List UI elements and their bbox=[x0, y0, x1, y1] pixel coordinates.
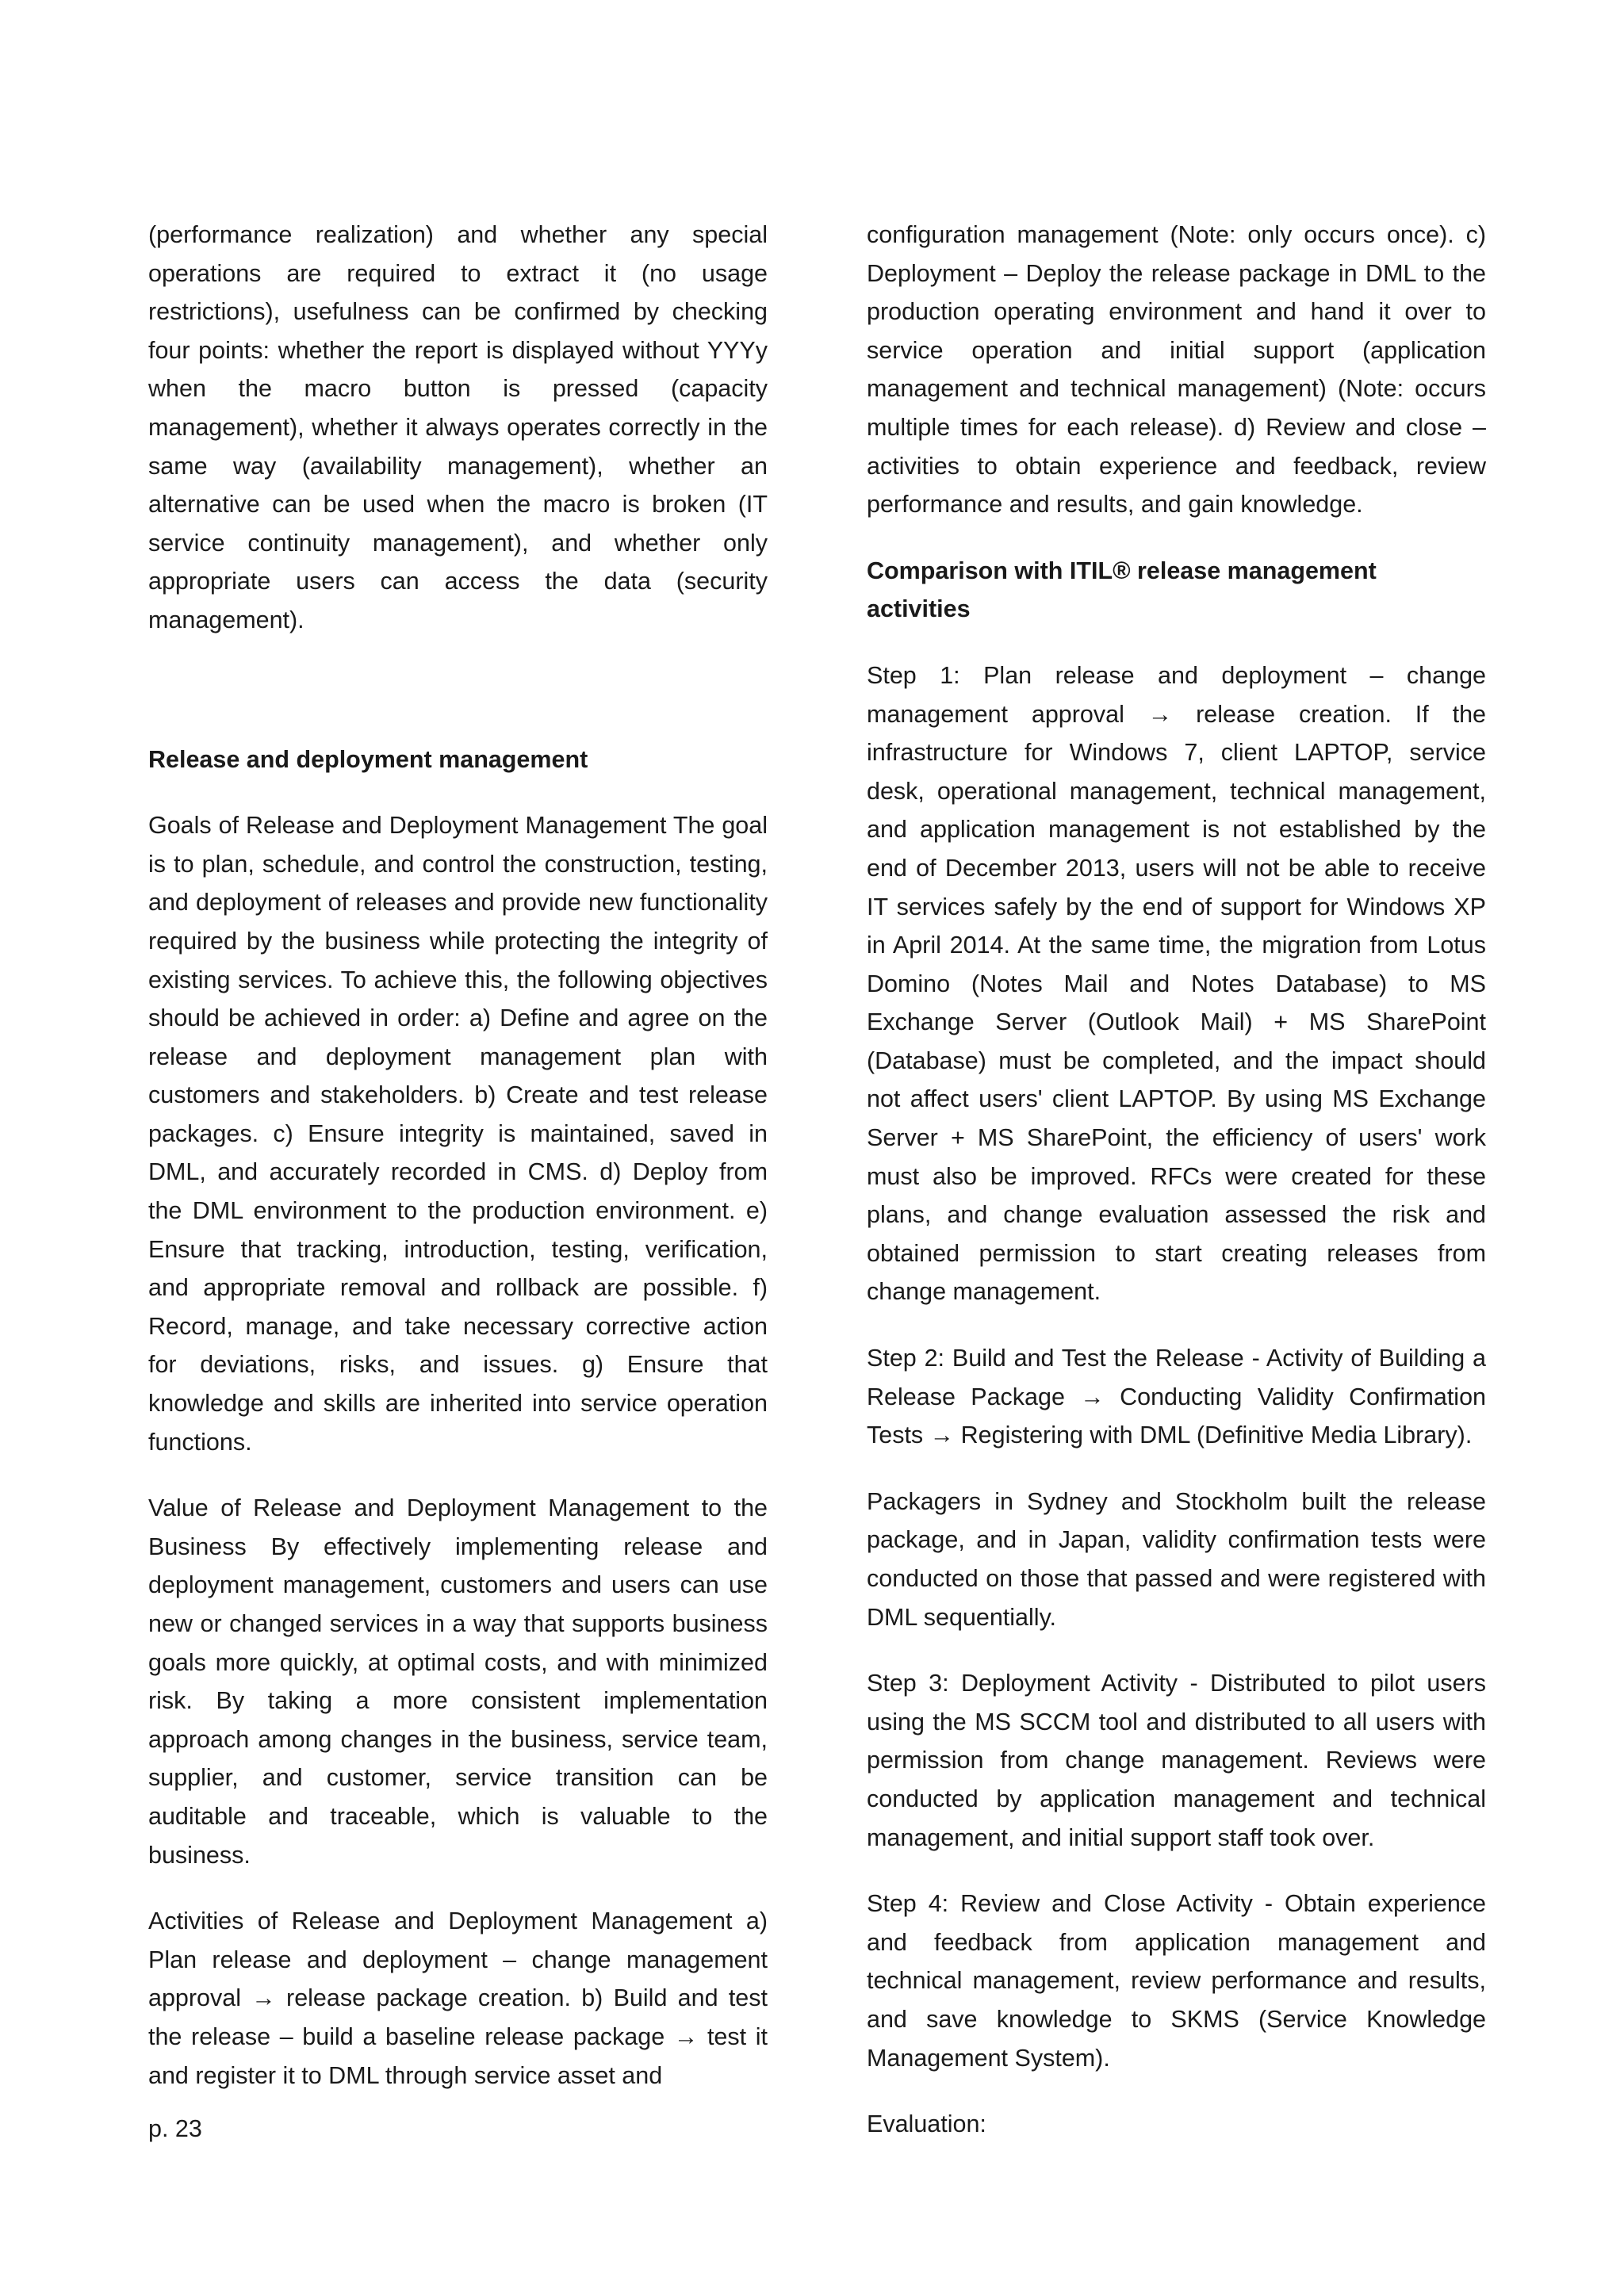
paragraph-step-4: Step 4: Review and Close Activity - Obtain experience and feedback from application management and technical management, review performance and results, and save knowledge to SKMS (Service Knowledge Management System). bbox=[867, 1890, 1486, 2072]
paragraph-step-3: Step 3: Deployment Activity - Distributed to pilot users using the MS SCCM tool and distributed to all users with permission from change management. Reviews were conducted by application management and technical management, and initial support staff took over. bbox=[867, 1670, 1486, 1851]
paragraph-continued: configuration management (Note: only occurs once). c) Deployment – Deploy the release package in DML to the production operating environment and hand it over to service operation and initial support (application management and technical management) (Note: occurs multiple times for each release). d) Review and close – activities to obtain experience and feedback, review performance and results, and gain knowledge. bbox=[867, 221, 1486, 519]
right-column bbox=[867, 216, 1486, 2144]
paragraph-evaluation: Evaluation: bbox=[867, 2110, 986, 2138]
section-heading-release-deployment: Release and deployment management bbox=[148, 745, 588, 773]
page-number: p. 23 bbox=[148, 2115, 202, 2142]
paragraph-packagers: Packagers in Sydney and Stockholm built the release package, and in Japan, validity confirmation tests were conducted on those that passed and were registered with DML sequentially. bbox=[867, 1487, 1486, 1631]
paragraph-step-1: Step 1: Plan release and deployment – change management approval → release creation. If the infrastructure for Windows 7, client LAPTOP, service desk, operational management, technical management, and application management is not established by the end of December 2013, users will not be able to receive IT services safely by the end of support for Windows XP in April 2014. At the same time, the migration from Lotus Domino (Notes Mail and Notes Database) to MS Exchange Server (Outlook Mail) + MS SharePoint (Database) must be completed, and the impact should not affect users' client LAPTOP. By using MS Exchange Server + MS SharePoint, the efficiency of users' work must also be improved. RFCs were created for these plans, and change evaluation assessed the risk and obtained permission to start creating releases from change management. bbox=[867, 661, 1486, 1306]
section-heading-itil-comparison: Comparison with ITIL® release management activities bbox=[867, 557, 1377, 623]
paragraph-value: Value of Release and Deployment Management to the Business By effectively implementing release and deployment management, customers and users can use new or changed services in a way that supports business goals more quickly, at optimal costs, and with minimized risk. By taking a more consistent implementation approach among changes in the business, service team, supplier, and customer, service transition can be auditable and traceable, which is valuable to the business. bbox=[148, 1494, 768, 1869]
paragraph-activities: Activities of Release and Deployment Management a) Plan release and deployment – change management approval → release package creation. b) Build and test the release – build a baseline release package → test it and register it to DML through service asset and bbox=[148, 1908, 768, 2089]
left-column bbox=[148, 216, 768, 2095]
paragraph: (performance realization) and whether any special operations are required to extract it (no usage restrictions), usefulness can be confirmed by checking four points: whether the report is displayed without YYYy when the macro button is pressed (capacity management), whether it always operates correctly in the same way (availability management), whether an alternative can be used when the macro is broken (IT service continuity management), and whether only appropriate users can access the data (security management). bbox=[148, 221, 768, 633]
spacer bbox=[148, 668, 768, 740]
paragraph-step-2: Step 2: Build and Test the Release - Activity of Building a Release Package → Conducting Validity Confirmation Tests → Registering with DML (Definitive Media Library). bbox=[867, 1345, 1486, 1449]
paragraph-goals: Goals of Release and Deployment Management The goal is to plan, schedule, and control the construction, testing, and deployment of releases and provide new functionality required by the business while protecting the integrity of existing services. To achieve this, the following objectives should be achieved in order: a) Define and agree on the release and deployment management plan with customers and stakeholders. b) Create and test release packages. c) Ensure integrity is maintained, saved in DML, and accurately recorded in CMS. d) Deploy from the DML environment to the production environment. e) Ensure that tracking, introduction, testing, verification, and appropriate removal and rollback are possible. f) Record, manage, and take necessary corrective action for deviations, risks, and issues. g) Ensure that knowledge and skills are inherited into service operation functions. bbox=[148, 812, 768, 1456]
